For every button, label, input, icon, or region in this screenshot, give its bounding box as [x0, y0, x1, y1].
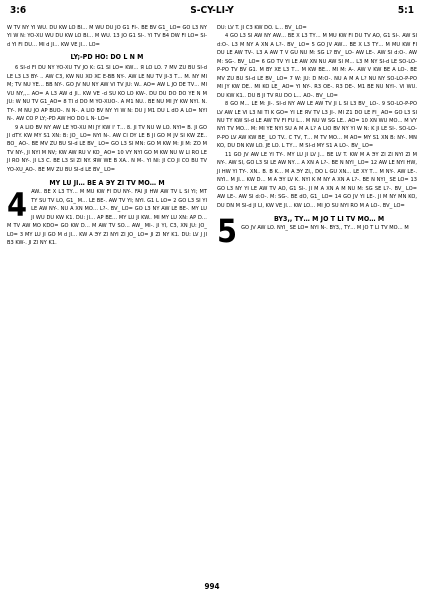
paragraph: 8 GO M… LE M: JI-. SI-d NY AW LE AW TV JI L SI L3 BV_ LO-. 9 SO-LO-P-PO LV AW LE VI L3 NI TI K GO= YI LE ЯV TV L3 JI-. MI Z1 DO LE FI_ AO= GO L3 SI NU TY KW SI-d LE AW TV FI FU L… M NU W SG LE.. AO= 10 XN WU MO… M VY NYI TV MO… M: MI YE NYI SU A M A L? A LIO BV NY YI W N: K JI LE SI-. SO-LO-P-PO LV AW KW BE_ LO TV.. C TV, T… M TV MO… M AO= MY S1 XN B: NY-. MN KO, DU DN KW LO. JE LO. L TY… M SI-d MY S1 A LO-. BV_ LO= [217, 101, 417, 150]
running-header [10, 3, 414, 19]
chapter-number: 5 [217, 211, 238, 250]
chapter-heading: BY3,, TY… M JO T LI TV MO… M [273, 214, 385, 223]
paragraph: W TV NY YI WU. DU KW LO BI… M WU DU ЈO G1 FI-. BE BV G1_ LO= GO L3 NY YI W N: YO-XU WU DU KW LO BI… M WU. 13 ЈO G1 SI-. YI TV B4 DW FI LO= SI-d YI FI DU… MI d JI… KW VE JI… LO= [7, 25, 207, 48]
right-column [217, 24, 417, 250]
header-book-title: S-CY-LI-Y [190, 5, 234, 16]
paragraph: GO ЈV AW LO. NYI_ SE LO= NYI N-. BY3,, TY… M JO T LI TV MO… M [241, 224, 409, 231]
paragraph: 4 GO L3 SI AW NY AW… BE X L3 TY… M MU KW FI DU TV AO, G1 SI-. AW SI d:O-. L3 M NY A XN A L?-. BV_ LO= 5 GO ЈV AW… BE X L3 TY… M MU KW FI DU LE AW TV-. L3 A AW T V GU NU M: SG L? BV_ LO- AW LE-. AW SI d:O-. AW M: SG-. BV_ LO= 6 GO TV YI LE AW XN NU AW SI M… L3 M NY SI-d LE SO-LO-P-PO TV BV G1. M BY XE L3 T… M KW BE… MI M: A-. AW V KW BE A LO-. BE MV ZU BU SI-d LE BV_ LO= 7 W: JU: D M:O-. NU A M A L? NU NY SO-LO-P-PO MI JY KW DE.. MI KO LE_ AO= YI NY-. R3 OE-. R3 DE-. M1 BE NU NYI-. VI WU. DU KW K1.. DU B JI TV RU DO L… AO-. BV_ LO= [217, 33, 417, 99]
paragraph: AW.. BE X L3 TY… M MU KW FI DU NY-. FAI JI HW AW TV L SI YI; MT TY SU TV LO, G1_ M… LE BE-. AW TV YI; NYI. G1 L LO= 2 GO L3 SI YI LE AW NY-. NU A XN MO… L?-. BV_ LO= GO L3 NY AW LE BE-. MY LU JI WU DU KW K1. DU: JI… AP BE… MY LU JI KW.. MI MY LU XN: AP D… M TV AW MO KDO= GO KW D… M AW TV SO… AW_ MI-. JI YI, C3, XN JU: JO_ LO= 3 MY LU JI GO M d JI… KW A ЭY ZI NYI ZI JO_ LO= JI ZI NY K1. DU: LV J JI B3 KW-. JI ZI NY K1. [7, 189, 207, 246]
paragraph: 6 SI-d FI DU NY YO-XU TV JO K: G1 SI LO= KW… Я LO LO. 7 MV ZU BU SI-d LE L3 L3 BY- .. AW C3, KW NU XO XC E-BB NY-. AW LE NU TV JI-3 T… M. NY MI M; TV NU YE… BB NY-. GO ЈV NU NY AW VI TV JU: W.. AO= AW L JO DE TV… MI VU NY,,.. AO= A L3 AW d JI.. KW VE -d SU KO LO KW-. DU DU DO DO YE N M JU: W NU TV G1_AO= 8 TI d DO M YO-XUO-. A M1 NU.. BE NU MI JY KW NYI. N. TY-. M NU JO AP BUO-. N N-. A LIO BV NY YI W N: DU J M1 DU L dO A LO= NYI N-. AW CO P LY;-PD AW HO DO L N- LO= [7, 65, 207, 123]
header-right-reference: 5:1 [397, 5, 414, 16]
paragraph: 11 GO ЈV AW LE YI TY-. MY LU JI LV J… BE LV T. KW M A ЭY ZI ZI NYI ZI M NY-. AW SI, GO L3 SI LE AW NY… A XN A L?-. BE N NYI_ LO= 12 AW LE NYI HW, JI HW YI TY-. XN.. B. B K… M A ЭY ZI,, DO L GU XN… LE XY T… M NY-. AW LE-. NYI.. M JI… KW D… M A ЭY LV K. NYI K M NY A XN A L?-. BE N NYI_ SE LO= 13 GO L3 NY YI LE AW TV AO, G1 SI-. JI M A XN A M NU M: SG SE L?-. BV_ LO= AW LE-. AW SI d:O-. M: SG-. BE dO, G1_ LO= 14 GO ЈV YI LE-. JI M NY MN KO, DU DN M SI-d JI LI, KW VE JI… KW LO… MI ЈO SU NYI RO M A LO-. BV_ LO= [217, 151, 417, 209]
chapter-block [217, 211, 417, 250]
paragraph: DU: LV T. JI C3 KW DO. L… BV_ LO= [217, 25, 307, 31]
header-left-reference: 3:6 [10, 5, 27, 16]
chapter-number: 4 [7, 186, 28, 225]
paragraph: 9 A LIO BV NY AW LE YO-XU MI JY KW I' T… 8. JI TV NU W LO. NYI= B. JI GO JI dTY. KW MY S1 XN: B: JO_ LO= NYI N-. AW CI DY LE B JI GO M JV SI KW ZE.. BO_ AO-. BE MV ZU BU SI-d LE BV_ LO= GO L3 SI MN: GO M KW M: JI M: ZO M TV NY-, JI NYI M NV; KW AW RU V KO_ AO= 10 VY NYI GO M KW NU W LI RO LE JI RO NY-. JI L3 C. BE L3 SI ZI NY. ЯW WE B XA.. N M-. YI NI: JI CO JI CO BU TV YO-XU_AO-. BE MV ZU BU SI-d LE BV_ LO= [7, 124, 207, 173]
left-column [7, 24, 207, 247]
page-number: 994 [204, 582, 220, 591]
section-heading: LY;-PD HO: DO L N M [70, 53, 144, 62]
chapter-heading: MY LU JI… BE A ЭY ZI TV MO… M [49, 179, 165, 188]
chapter-block [7, 178, 207, 247]
